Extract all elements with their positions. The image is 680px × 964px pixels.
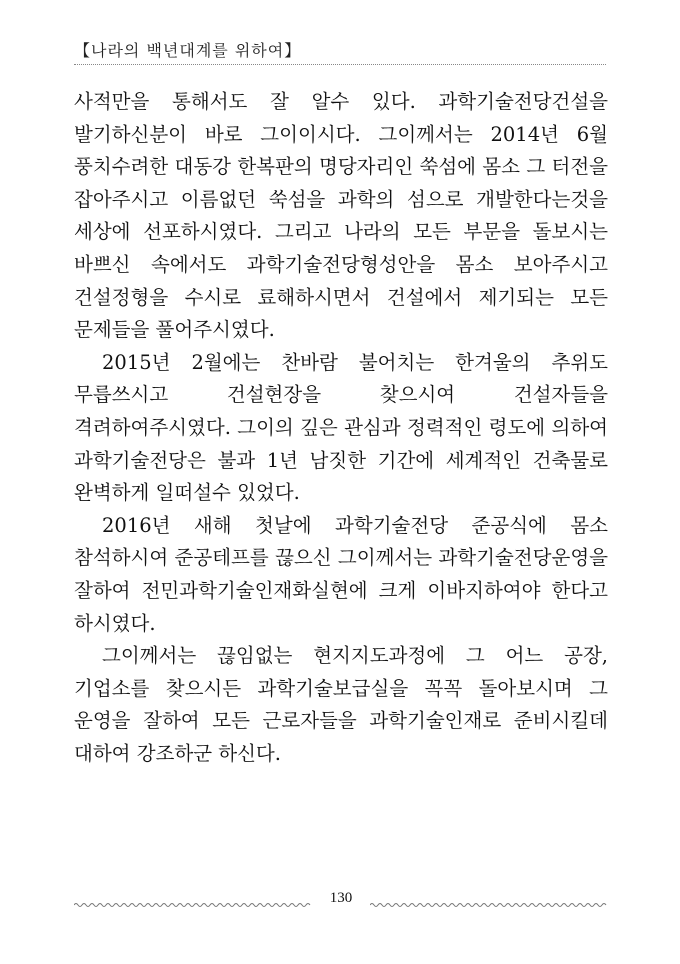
paragraph-3: 2016년 새해 첫날에 과학기술전당 준공식에 몸소 참석하시여 준공테프를 끊으신 그이께서는 과학기술전당운영을 잘하여 전민과학기술인재화실현에 크게 이바지하여야 한다고 하시였다. (74, 513, 608, 635)
body-text (74, 86, 608, 770)
paragraph-2: 2015년 2월에는 찬바람 불어치는 한겨울의 추위도 무릅쓰시고 건설현장을 찾으시여 건설자들을 격려하여주시였다. 그이의 깊은 관심과 정력적인 령도에 의하여 과학기술전당은 불과 1년 남짓한 기간에 세계적인 건축물로 완벽하게 일떠설수 있었다. (74, 350, 608, 505)
paragraph-4: 그이께서는 끊임없는 현지지도과정에 그 어느 공장, 기업소를 찾으시든 과학기술보급실을 꼭꼭 돌아보시며 그 운영을 잘하여 모든 근로자들을 과학기술인재로 준비시킬데 대하여 강조하군 하신다. (74, 644, 608, 765)
page-footer (74, 890, 608, 914)
running-header: 【나라의 백년대계를 위하여】 (74, 41, 302, 60)
paragraph-1: 사적만을 통해서도 잘 알수 있다. 과학기술전당건설을 발기하신분이 바로 그이이시다. 그이께서는 2014년 6월 풍치수려한 대동강 한복판의 명당자리인 쑥섬에 몸소 그 터전을 잡아주시고 이름없던 쑥섬을 과학의 섬으로 개발한다는것을 세상에 선포하시였다. 그리고 나라의 모든 부문을 돌보시는 바쁘신 속에서도 과학기술전당형성안을 몸소 보아주시고 건설정형을 수시로 료해하시면서 건설에서 제기되는 모든 문제들을 풀어주시였다. (74, 90, 608, 342)
footer-wave-ornament-right (370, 902, 608, 908)
header-dotted-rule (74, 64, 606, 65)
page-number: 130 (329, 890, 353, 906)
